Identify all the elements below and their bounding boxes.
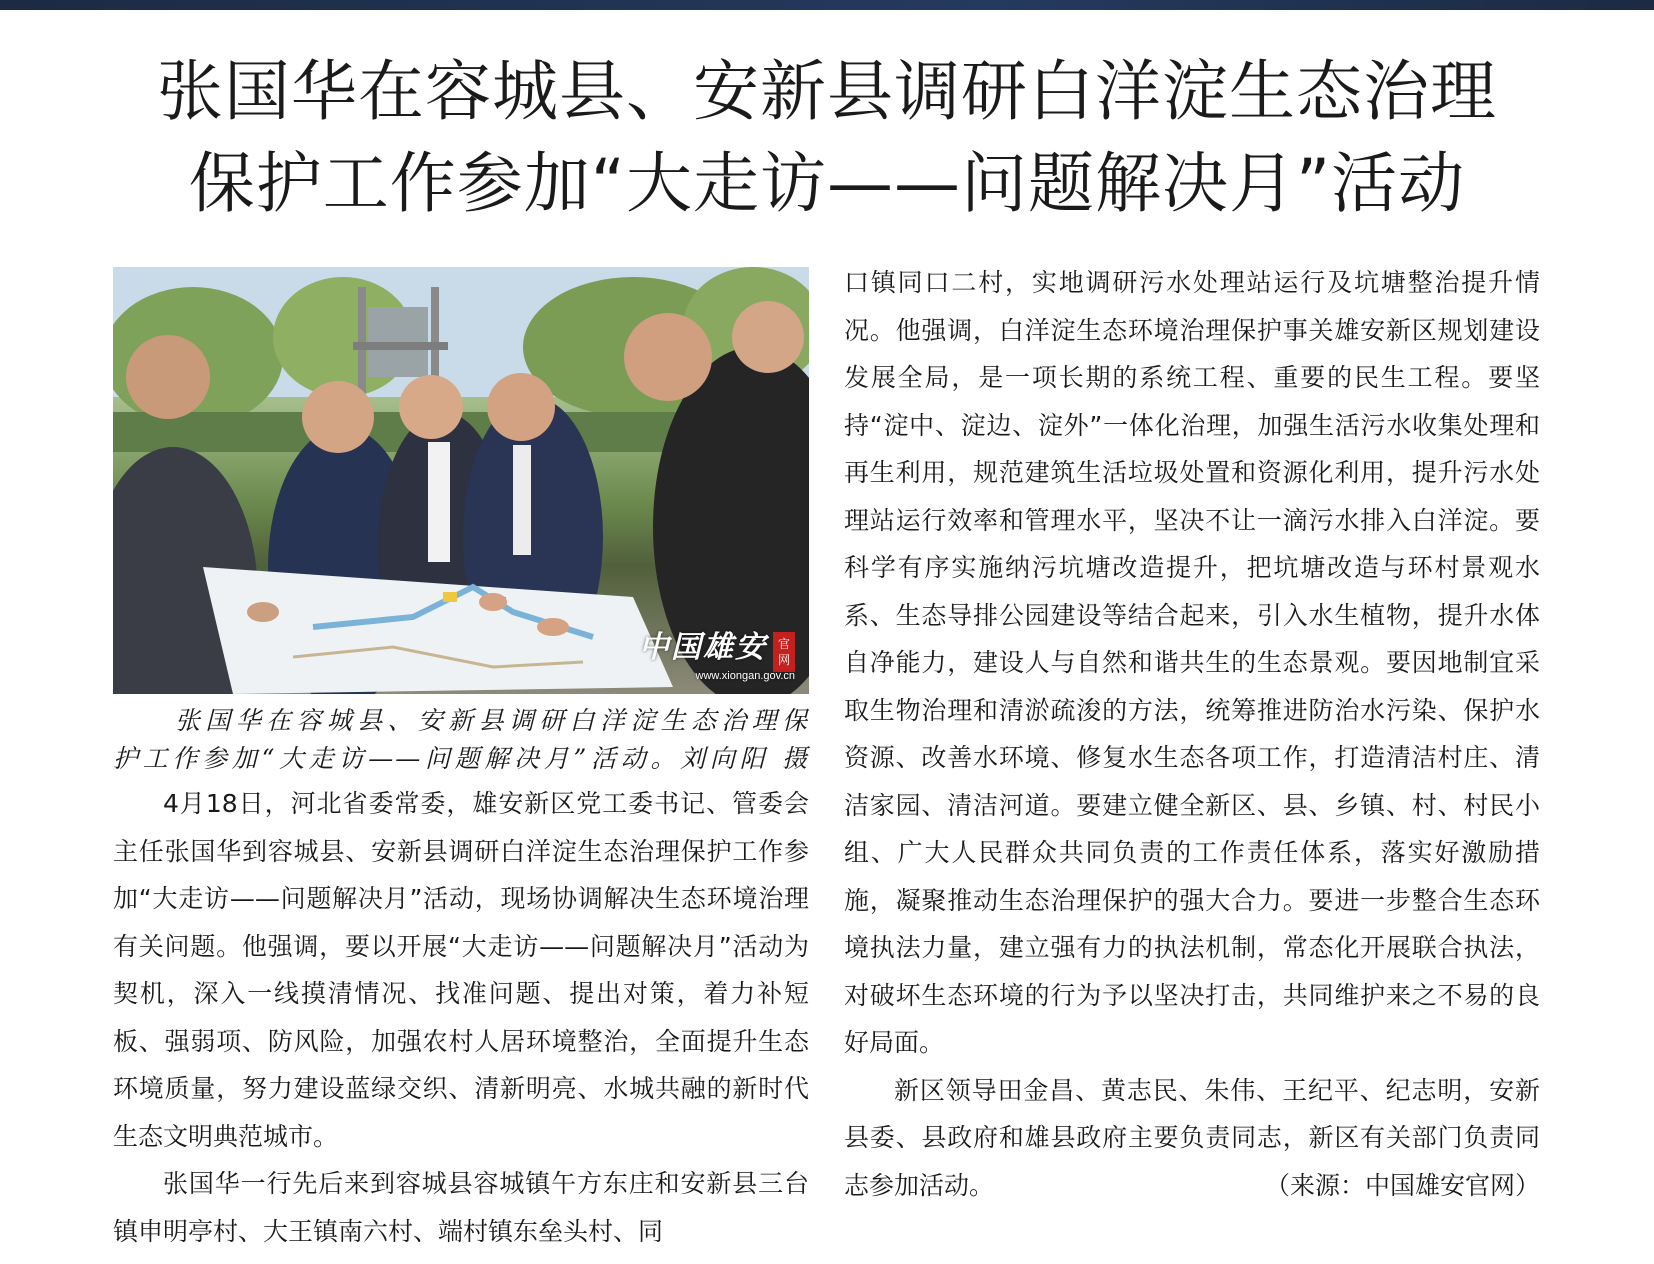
news-photo	[113, 267, 809, 694]
top-banner-bar	[0, 0, 1654, 10]
article-paragraph-1: 4月18日，河北省委常委，雄安新区党工委书记、管委会主任张国华到容城县、安新县调研白洋淀生态治理保护工作参加“大走访——问题解决月”活动，现场协调解决生态环境治理有关问题。他强调，要以开展“大走访——问题解决月”活动为契机，深入一线摸清情况、找准问题、提出对策，着力补短板、强弱项、防风险，加强农村人居环境整治，全面提升生态环境质量，努力建设蓝绿交织、清新明亮、水城共融的新时代生态文明典范城市。	[113, 789, 809, 1151]
caption-line-2: 护工作参加“大走访——问题解决月”活动。刘向阳 摄	[113, 744, 809, 773]
watermark-url: www.xiongan.gov.cn	[695, 670, 795, 682]
article-column-right	[844, 259, 1540, 1209]
photo-watermark	[639, 622, 795, 683]
watermark-brand: 中国雄安	[639, 629, 767, 665]
caption-line-1: 张国华在容城县、安新县调研白洋淀生态治理保	[175, 706, 809, 735]
article-column-left	[113, 780, 809, 1255]
watermark-seal: 官网	[773, 632, 795, 672]
paragraph-3-text: 新区领导田金昌、黄志民、朱伟、王纪平、纪志明，安新县委、县政府和雄县政府主要负责同志，新区有关部门负责同志参加活动。	[844, 1075, 1540, 1200]
article-paragraph-3	[844, 1067, 1540, 1210]
article-headline	[0, 46, 1654, 230]
photo-caption	[113, 702, 809, 778]
headline-line-1: 张国华在容城县、安新县调研白洋淀生态治理	[157, 53, 1497, 130]
article-source: （来源：中国雄安官网）	[1264, 1170, 1540, 1200]
article-paragraph-2-start: 张国华一行先后来到容城县容城镇午方东庄和安新县三台镇申明亭村、大王镇南六村、端村镇东垒头村、同	[113, 1169, 809, 1246]
headline-line-2: 保护工作参加“大走访——问题解决月”活动	[188, 145, 1466, 222]
article-paragraph-2-continued: 口镇同口二村，实地调研污水处理站运行及坑塘整治提升情况。他强调，白洋淀生态环境治理保护事关雄安新区规划建设发展全局，是一项长期的系统工程、重要的民生工程。要坚持“淀中、淀边、淀外”一体化治理，加强生活污水收集处理和再生利用，规范建筑生活垃圾处置和资源化利用，提升污水处理站运行效率和管理水平，坚决不让一滴污水排入白洋淀。要科学有序实施纳污坑塘改造提升，把坑塘改造与环村景观水系、生态导排公园建设等结合起来，引入水生植物，提升水体自净能力，建设人与自然和谐共生的生态景观。要因地制宜采取生物治理和清淤疏浚的方法，统筹推进防治水污染、保护水资源、改善水环境、修复水生态各项工作，打造清洁村庄、清洁家园、清洁河道。要建立健全新区、县、乡镇、村、村民小组、广大人民群众共同负责的工作责任体系，落实好激励措施，凝聚推动生态治理保护的强大合力。要进一步整合生态环境执法力量，建立强有力的执法机制，常态化开展联合执法，对破坏生态环境的行为予以坚决打击，共同维护来之不易的良好局面。	[844, 268, 1540, 1057]
